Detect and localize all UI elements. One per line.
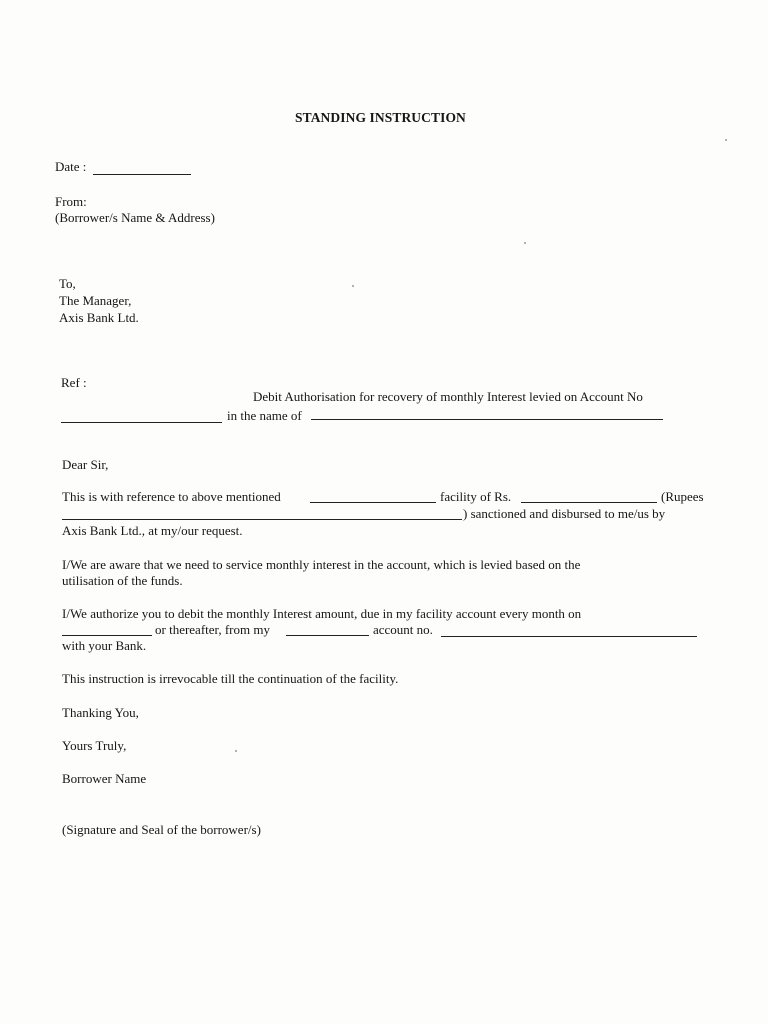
para1-part4: ) sanctioned and disbursed to me/us by — [463, 506, 666, 521]
ref-label: Ref : — [61, 375, 87, 390]
para3-line1: I/We authorize you to debit the monthly Interest amount, due in my facility account every month on — [62, 606, 582, 621]
account-name-field[interactable] — [311, 419, 663, 420]
from-hint: (Borrower/s Name & Address) — [55, 210, 215, 225]
para1-part1: This is with reference to above mentioned — [62, 489, 281, 504]
signature-line: (Signature and Seal of the borrower/s) — [62, 822, 261, 837]
amount-in-words-field[interactable] — [62, 519, 462, 520]
para1-part5: Axis Bank Ltd., at my/our request. — [62, 523, 243, 538]
amount-field[interactable] — [521, 502, 657, 503]
para1-part2: facility of Rs. — [440, 489, 512, 504]
scan-speck — [524, 242, 526, 244]
account-type-field[interactable] — [286, 635, 369, 636]
to-label: To, — [59, 276, 76, 291]
date-label: Date : — [55, 159, 87, 174]
para3-line3: with your Bank. — [62, 638, 147, 653]
facility-type-field[interactable] — [310, 502, 436, 503]
scan-speck — [352, 285, 354, 287]
date-field[interactable] — [93, 174, 191, 175]
page-title: STANDING INSTRUCTION — [295, 110, 466, 125]
scan-speck — [235, 750, 237, 752]
salutation: Dear Sir, — [62, 457, 109, 472]
account-no-field[interactable] — [61, 422, 222, 423]
to-bank: Axis Bank Ltd. — [59, 310, 139, 325]
scan-speck — [725, 139, 727, 141]
para4: This instruction is irrevocable till the continuation of the facility. — [62, 671, 399, 686]
debit-account-no-field[interactable] — [441, 636, 697, 637]
debit-date-field[interactable] — [62, 635, 152, 636]
borrower-name: Borrower Name — [62, 771, 147, 786]
thanking-you: Thanking You, — [62, 705, 139, 720]
yours-truly: Yours Truly, — [62, 738, 127, 753]
para3-part2: account no. — [373, 622, 433, 637]
para1-part3: (Rupees — [661, 489, 704, 504]
to-designation: The Manager, — [59, 293, 132, 308]
ref-in-name-of: in the name of — [227, 408, 302, 423]
from-label: From: — [55, 194, 87, 209]
para3-part1: or thereafter, from my — [155, 622, 270, 637]
para2-line2: utilisation of the funds. — [62, 573, 183, 588]
ref-subject: Debit Authorisation for recovery of monthly Interest levied on Account No — [253, 389, 643, 404]
para2-line1: I/We are aware that we need to service monthly interest in the account, which is levied based on the — [62, 557, 581, 572]
